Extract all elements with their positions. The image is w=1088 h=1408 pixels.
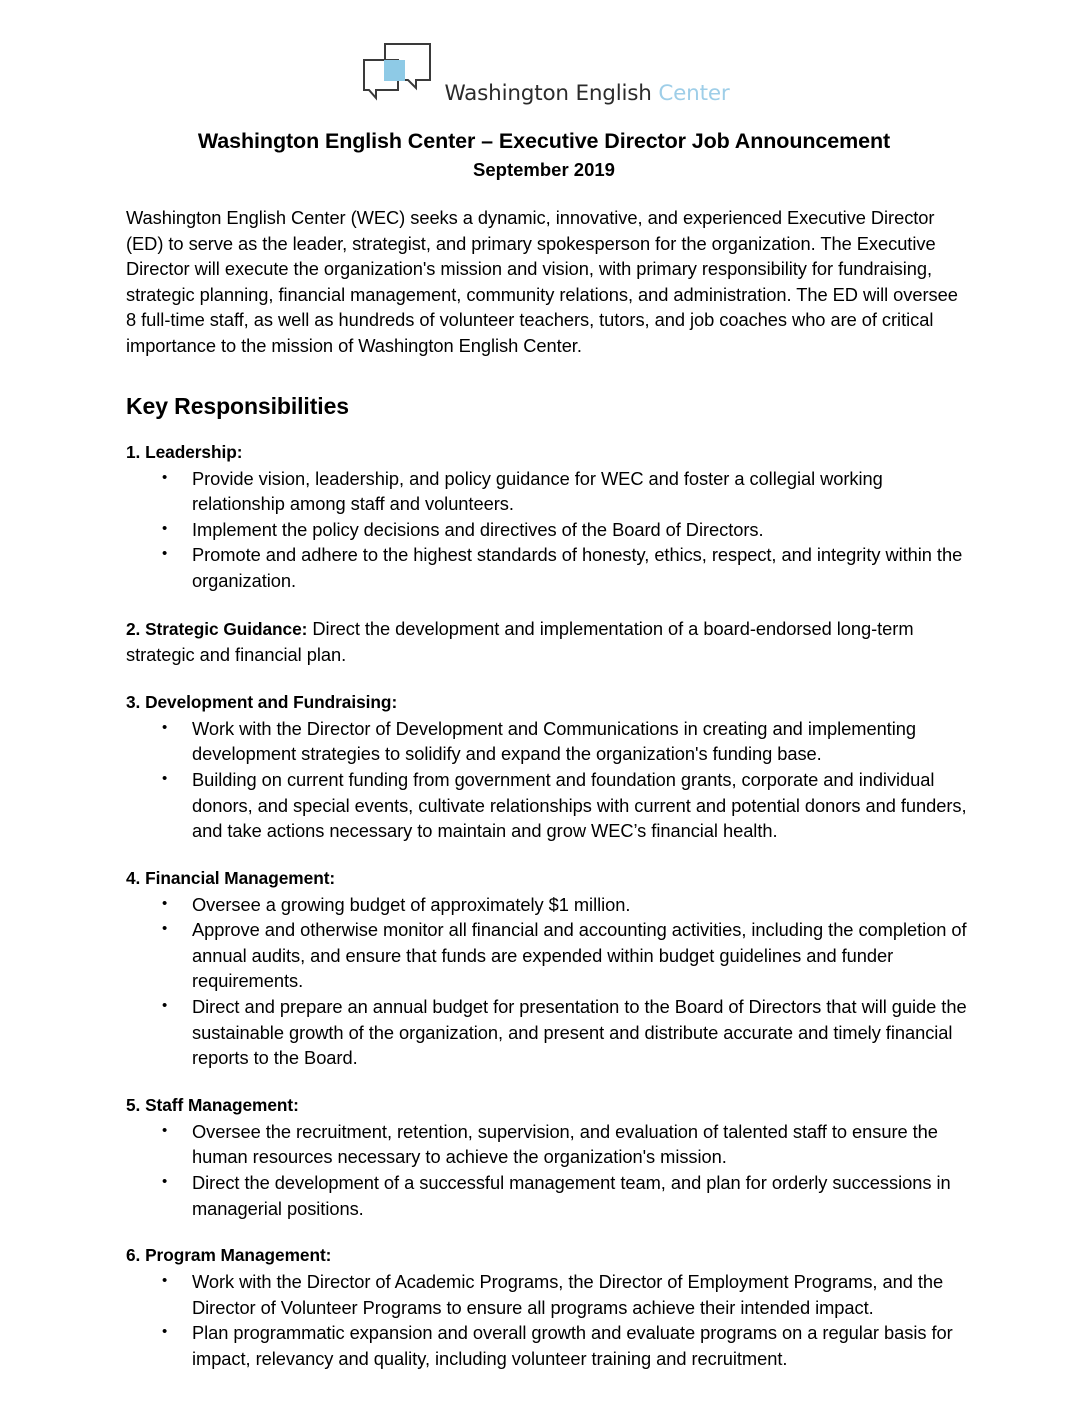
responsibility-label-text: 3. Development and Fundraising: xyxy=(126,691,398,712)
section-heading-key-responsibilities: Key Responsibilities xyxy=(126,392,349,419)
intro-paragraph: Washington English Center (WEC) seeks a dynamic, innovative, and experienced Executive Director (ED) to serve as the leader, strategist, and primary spokesperson for the organization. The Executive Director will execute the organization's mission and vision, with primary responsibility for fundraising, strategic planning, financial management, community relations, and administration. The ED will oversee 8 full-time staff, as well as hundreds of volunteer teachers, tutors, and job coaches who are of critical importance to the mission of Washington English Center. xyxy=(126,207,958,356)
responsibility-item xyxy=(126,440,972,594)
logo-block xyxy=(0,40,1088,110)
logo-word-dark: Washington English xyxy=(444,80,652,106)
responsibility-label-text: 2. Strategic Guidance: xyxy=(126,618,308,639)
responsibility-item xyxy=(126,1243,972,1371)
bullet-item: • Implement the policy decisions and directives of the Board of Directors. xyxy=(126,517,972,543)
bullet-item: • Provide vision, leadership, and policy guidance for WEC and foster a collegial working relationship among staff and volunteers. xyxy=(126,466,972,517)
responsibility-item xyxy=(126,616,972,668)
bullet-item: • Approve and otherwise monitor all financial and accounting activities, including the completion of annual audits, and ensure that funds are expended within budget guidelines and funder requirements. xyxy=(126,917,972,994)
responsibility-bullet-list xyxy=(126,716,972,844)
responsibility-label-text: 4. Financial Management: xyxy=(126,867,336,888)
responsibility-label xyxy=(126,440,972,465)
responsibility-bullet-list xyxy=(126,1119,972,1221)
responsibility-label xyxy=(126,1093,972,1118)
responsibility-bullet-list xyxy=(126,1269,972,1371)
responsibilities-list xyxy=(126,440,972,1372)
bullet-item: • Direct and prepare an annual budget for presentation to the Board of Directors that will guide the sustainable growth of the organization, and present and distribute accurate and timely financial reports to the Board. xyxy=(126,994,972,1071)
bullet-item: • Plan programmatic expansion and overall growth and evaluate programs on a regular basis for impact, relevancy and quality, including volunteer training and recruitment. xyxy=(126,1320,972,1371)
responsibility-item xyxy=(126,690,972,844)
responsibility-label xyxy=(126,1243,972,1268)
responsibility-label xyxy=(126,616,972,668)
responsibility-label-text: 5. Staff Management: xyxy=(126,1094,299,1115)
responsibility-label xyxy=(126,866,972,891)
responsibility-bullet-list xyxy=(126,466,972,594)
bullet-item: • Work with the Director of Development and Communications in creating and implementing development strategies to solidify and expand the organization's funding base. xyxy=(126,716,972,767)
bullet-item: • Direct the development of a successful management team, and plan for orderly successions in managerial positions. xyxy=(126,1170,972,1221)
organization-logo xyxy=(358,40,729,110)
document-title: Washington English Center – Executive Director Job Announcement xyxy=(197,129,891,153)
responsibility-label xyxy=(126,690,972,715)
logo-wordmark xyxy=(444,80,730,111)
bullet-item: • Promote and adhere to the highest standards of honesty, ethics, respect, and integrity within the organization. xyxy=(126,542,972,593)
responsibility-label-text: 6. Program Management: xyxy=(126,1245,332,1266)
bullet-item: • Work with the Director of Academic Programs, the Director of Employment Programs, and the Director of Volunteer Programs to ensure all programs achieve their intended impact. xyxy=(126,1269,972,1320)
responsibility-item xyxy=(126,1093,972,1221)
responsibility-item xyxy=(126,866,972,1071)
responsibility-label-text: 1. Leadership: xyxy=(126,441,243,462)
document-subtitle: September 2019 xyxy=(473,159,615,180)
bullet-item: • Oversee a growing budget of approximately $1 million. xyxy=(126,892,972,918)
document-body xyxy=(126,205,972,1372)
responsibility-inline-body: Direct the development and implementation of a board-endorsed long-term strategic and financial plan. xyxy=(126,617,914,666)
bullet-item: • Building on current funding from government and foundation grants, corporate and individual donors, and special events, cultivate relationships with current and potential donors and funders, and take actions necessary to maintain and grow WEC’s financial health. xyxy=(126,767,972,844)
bullet-item: • Oversee the recruitment, retention, supervision, and evaluation of talented staff to ensure the human resources necessary to achieve the organization's mission. xyxy=(126,1119,972,1170)
logo-word-blue: Center xyxy=(658,80,730,106)
responsibility-bullet-list xyxy=(126,892,972,1071)
speech-bubbles-logo-icon xyxy=(358,40,436,110)
